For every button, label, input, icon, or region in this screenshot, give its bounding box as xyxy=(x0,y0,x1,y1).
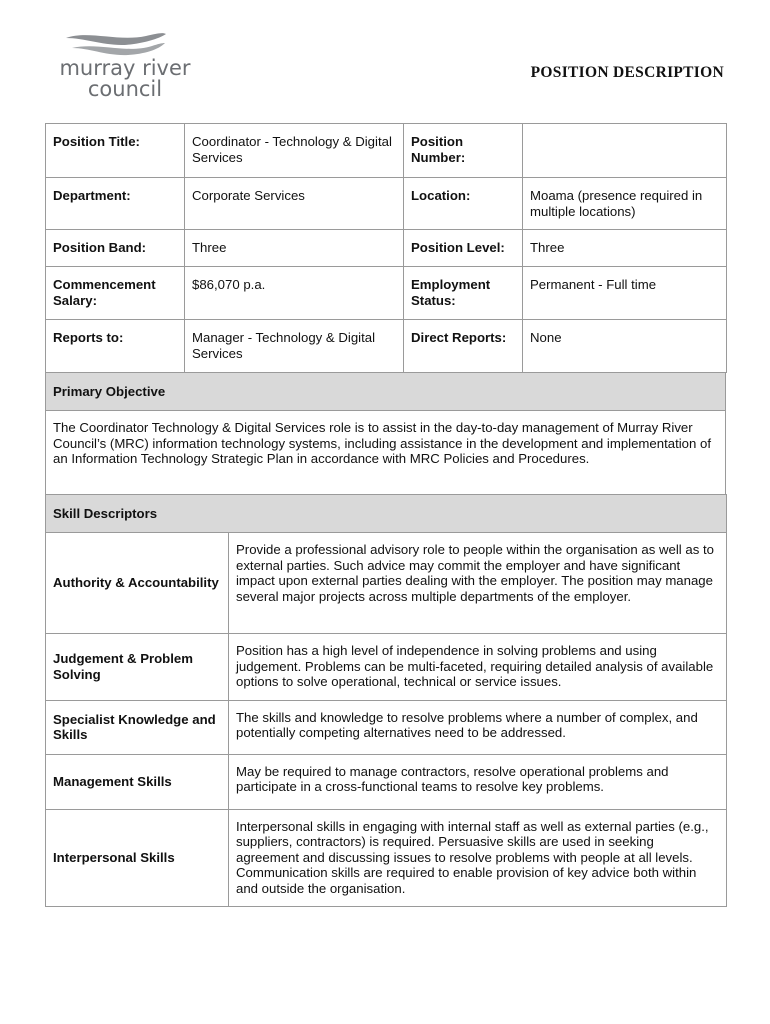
logo-wordmark xyxy=(50,58,200,100)
position-level-label: Position Level: xyxy=(404,230,523,267)
primary-objective-text: The Coordinator Technology & Digital Services role is to assist in the day-to-day management of Murray River Council’s (MRC) information technology systems, including assistance in the development and implementation of an Information Technology Strategic Plan in accordance with MRC Policies and Procedures. xyxy=(46,411,726,495)
reports-to-label: Reports to: xyxy=(46,320,185,373)
info-row-position-title xyxy=(46,124,727,178)
skill-label: Authority & Accountability xyxy=(46,533,229,634)
position-band-value: Three xyxy=(185,230,404,267)
position-number-label: Position Number: xyxy=(404,124,523,178)
skill-label: Interpersonal Skills xyxy=(46,809,229,907)
department-label: Department: xyxy=(46,178,185,230)
position-info-table xyxy=(45,123,727,373)
skill-row xyxy=(46,634,727,701)
location-label: Location: xyxy=(404,178,523,230)
info-row-department xyxy=(46,178,727,230)
skill-description: The skills and knowledge to resolve problems where a number of complex, and potentially competing alternatives need to be addressed. xyxy=(229,700,727,754)
skill-label: Management Skills xyxy=(46,754,229,809)
skill-description: Interpersonal skills in engaging with internal staff as well as external parties (e.g., suppliers, contractors) is required. Persuasive skills are used in seeking agreement and discussing issues to resolve problems with people at all levels. Communication skills are required to enable provision of key advice both within and outside the organisation. xyxy=(229,809,727,907)
logo-line-1: murray river xyxy=(59,56,191,80)
direct-reports-label: Direct Reports: xyxy=(404,320,523,373)
location-value: Moama (presence required in multiple locations) xyxy=(523,178,727,230)
salary-label: Commencement Salary: xyxy=(46,267,185,320)
skill-description: Provide a professional advisory role to people within the organisation as well as to external parties. Such advice may commit the employer and have significant impact upon external parties dealing with the employer. The position may manage several major projects across multiple departments of the employer. xyxy=(229,533,727,634)
info-row-salary xyxy=(46,267,727,320)
info-row-reports xyxy=(46,320,727,373)
primary-objective-heading: Primary Objective xyxy=(46,373,726,411)
skill-descriptors-table xyxy=(45,494,727,907)
logo-line-2: council xyxy=(87,77,163,101)
skill-label: Specialist Knowledge and Skills xyxy=(46,700,229,754)
employment-status-value: Permanent - Full time xyxy=(523,267,727,320)
skill-label: Judgement & Problem Solving xyxy=(46,634,229,701)
employment-status-label: Employment Status: xyxy=(404,267,523,320)
skill-row xyxy=(46,754,727,809)
skill-descriptors-heading: Skill Descriptors xyxy=(46,495,727,533)
info-row-band xyxy=(46,230,727,267)
reports-to-value: Manager - Technology & Digital Services xyxy=(185,320,404,373)
skill-row xyxy=(46,809,727,907)
position-level-value: Three xyxy=(523,230,727,267)
direct-reports-value: None xyxy=(523,320,727,373)
skill-description: Position has a high level of independence in solving problems and using judgement. Problems can be multi-faceted, requiring detailed analysis of available options to solve operational, technical or service issues. xyxy=(229,634,727,701)
position-title-label: Position Title: xyxy=(46,124,185,178)
salary-value: $86,070 p.a. xyxy=(185,267,404,320)
position-number-value xyxy=(523,124,727,178)
skill-description: May be required to manage contractors, resolve operational problems and participate in a cross-functional teams to resolve key problems. xyxy=(229,754,727,809)
position-title-value: Coordinator - Technology & Digital Services xyxy=(185,124,404,178)
position-band-label: Position Band: xyxy=(46,230,185,267)
skill-row xyxy=(46,700,727,754)
logo-wave-1 xyxy=(66,33,166,45)
document-title: POSITION DESCRIPTION xyxy=(530,64,724,81)
skill-row xyxy=(46,533,727,634)
department-value: Corporate Services xyxy=(185,178,404,230)
primary-objective-table xyxy=(45,372,726,495)
